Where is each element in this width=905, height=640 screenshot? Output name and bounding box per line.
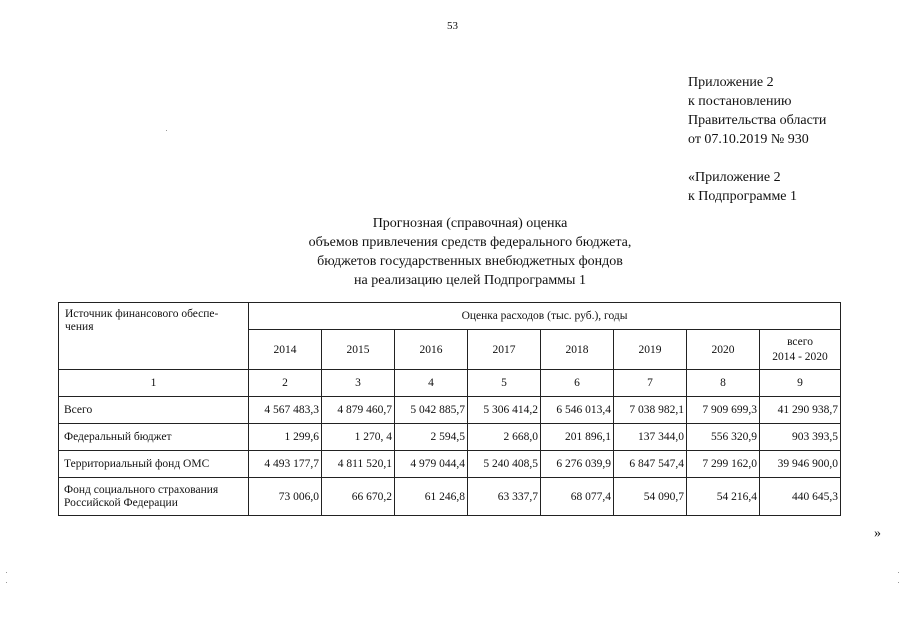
- title-line: на реализацию целей Подпрограммы 1: [354, 273, 586, 288]
- column-number: 4: [395, 370, 468, 397]
- row-source: Федеральный бюджет: [59, 424, 249, 451]
- value-cell: 6 847 547,4: [614, 451, 687, 478]
- total-cell: 440 645,3: [760, 478, 841, 516]
- year-header: 2017: [468, 330, 541, 370]
- value-cell: 201 896,1: [541, 424, 614, 451]
- row-source: Фонд социального страхования Российской Федерации: [59, 478, 249, 516]
- column-number-row: [59, 370, 841, 397]
- scan-artifact: [898, 582, 899, 583]
- value-cell: 7 909 699,3: [687, 397, 760, 424]
- closing-quote: »: [874, 526, 881, 541]
- column-number: 8: [687, 370, 760, 397]
- value-cell: 5 042 885,7: [395, 397, 468, 424]
- total-cell: 903 393,5: [760, 424, 841, 451]
- year-header: 2020: [687, 330, 760, 370]
- value-cell: 5 306 414,2: [468, 397, 541, 424]
- value-cell: 68 077,4: [541, 478, 614, 516]
- appendix-line: к постановлению: [688, 94, 792, 109]
- column-number: 2: [249, 370, 322, 397]
- column-number: 5: [468, 370, 541, 397]
- value-cell: 1 299,6: [249, 424, 322, 451]
- value-cell: 73 006,0: [249, 478, 322, 516]
- column-number: 3: [322, 370, 395, 397]
- total-cell: 41 290 938,7: [760, 397, 841, 424]
- year-header: 2016: [395, 330, 468, 370]
- total-cell: 39 946 900,0: [760, 451, 841, 478]
- value-cell: 1 270, 4: [322, 424, 395, 451]
- table-header-row: [59, 303, 841, 330]
- appendix-line: Правительства области: [688, 113, 827, 128]
- row-source: Территориальный фонд ОМС: [59, 451, 249, 478]
- value-cell: 6 276 039,9: [541, 451, 614, 478]
- appendix-line: «Приложение 2: [688, 170, 781, 185]
- scan-artifact: [6, 572, 7, 573]
- budget-table: [58, 302, 841, 516]
- value-cell: 4 879 460,7: [322, 397, 395, 424]
- table-row: [59, 397, 841, 424]
- page-number: 53: [447, 20, 458, 32]
- table-row: [59, 478, 841, 516]
- appendix-line: к Подпрограмме 1: [688, 189, 798, 204]
- scan-artifact: [6, 582, 7, 583]
- title-line: объемов привлечения средств федерального бюджета,: [308, 235, 632, 250]
- scan-artifact: [898, 572, 899, 573]
- value-cell: 556 320,9: [687, 424, 760, 451]
- value-cell: 2 668,0: [468, 424, 541, 451]
- value-cell: 61 246,8: [395, 478, 468, 516]
- value-cell: 137 344,0: [614, 424, 687, 451]
- scan-artifact: [166, 130, 167, 131]
- appendix-header: [688, 73, 826, 206]
- value-cell: 63 337,7: [468, 478, 541, 516]
- value-cell: 5 240 408,5: [468, 451, 541, 478]
- column-number: 9: [760, 370, 841, 397]
- document-title: [240, 214, 700, 290]
- year-header: 2018: [541, 330, 614, 370]
- value-cell: 4 493 177,7: [249, 451, 322, 478]
- value-cell: 4 811 520,1: [322, 451, 395, 478]
- column-number: 7: [614, 370, 687, 397]
- value-cell: 54 216,4: [687, 478, 760, 516]
- expense-group-header: Оценка расходов (тыс. руб.), годы: [249, 303, 841, 330]
- column-number: 6: [541, 370, 614, 397]
- table-row: [59, 424, 841, 451]
- value-cell: 54 090,7: [614, 478, 687, 516]
- title-line: Прогнозная (справочная) оценка: [372, 216, 568, 231]
- year-header: 2019: [614, 330, 687, 370]
- column-number: 1: [59, 370, 249, 397]
- appendix-line: от 07.10.2019 № 930: [688, 132, 809, 147]
- source-column-header: Источник финансового обеспе-чения: [59, 303, 249, 370]
- table-row: [59, 451, 841, 478]
- total-header-line: 2014 - 2020: [772, 350, 828, 363]
- value-cell: 4 979 044,4: [395, 451, 468, 478]
- value-cell: 2 594,5: [395, 424, 468, 451]
- value-cell: 7 299 162,0: [687, 451, 760, 478]
- value-cell: 7 038 982,1: [614, 397, 687, 424]
- value-cell: 66 670,2: [322, 478, 395, 516]
- title-line: бюджетов государственных внебюджетных фондов: [317, 254, 623, 269]
- appendix-line: Приложение 2: [688, 75, 774, 90]
- total-header: [760, 330, 841, 370]
- year-header: 2014: [249, 330, 322, 370]
- spacer: [688, 149, 826, 168]
- year-header: 2015: [322, 330, 395, 370]
- value-cell: 4 567 483,3: [249, 397, 322, 424]
- row-source: Всего: [59, 397, 249, 424]
- value-cell: 6 546 013,4: [541, 397, 614, 424]
- total-header-line: всего: [787, 335, 813, 348]
